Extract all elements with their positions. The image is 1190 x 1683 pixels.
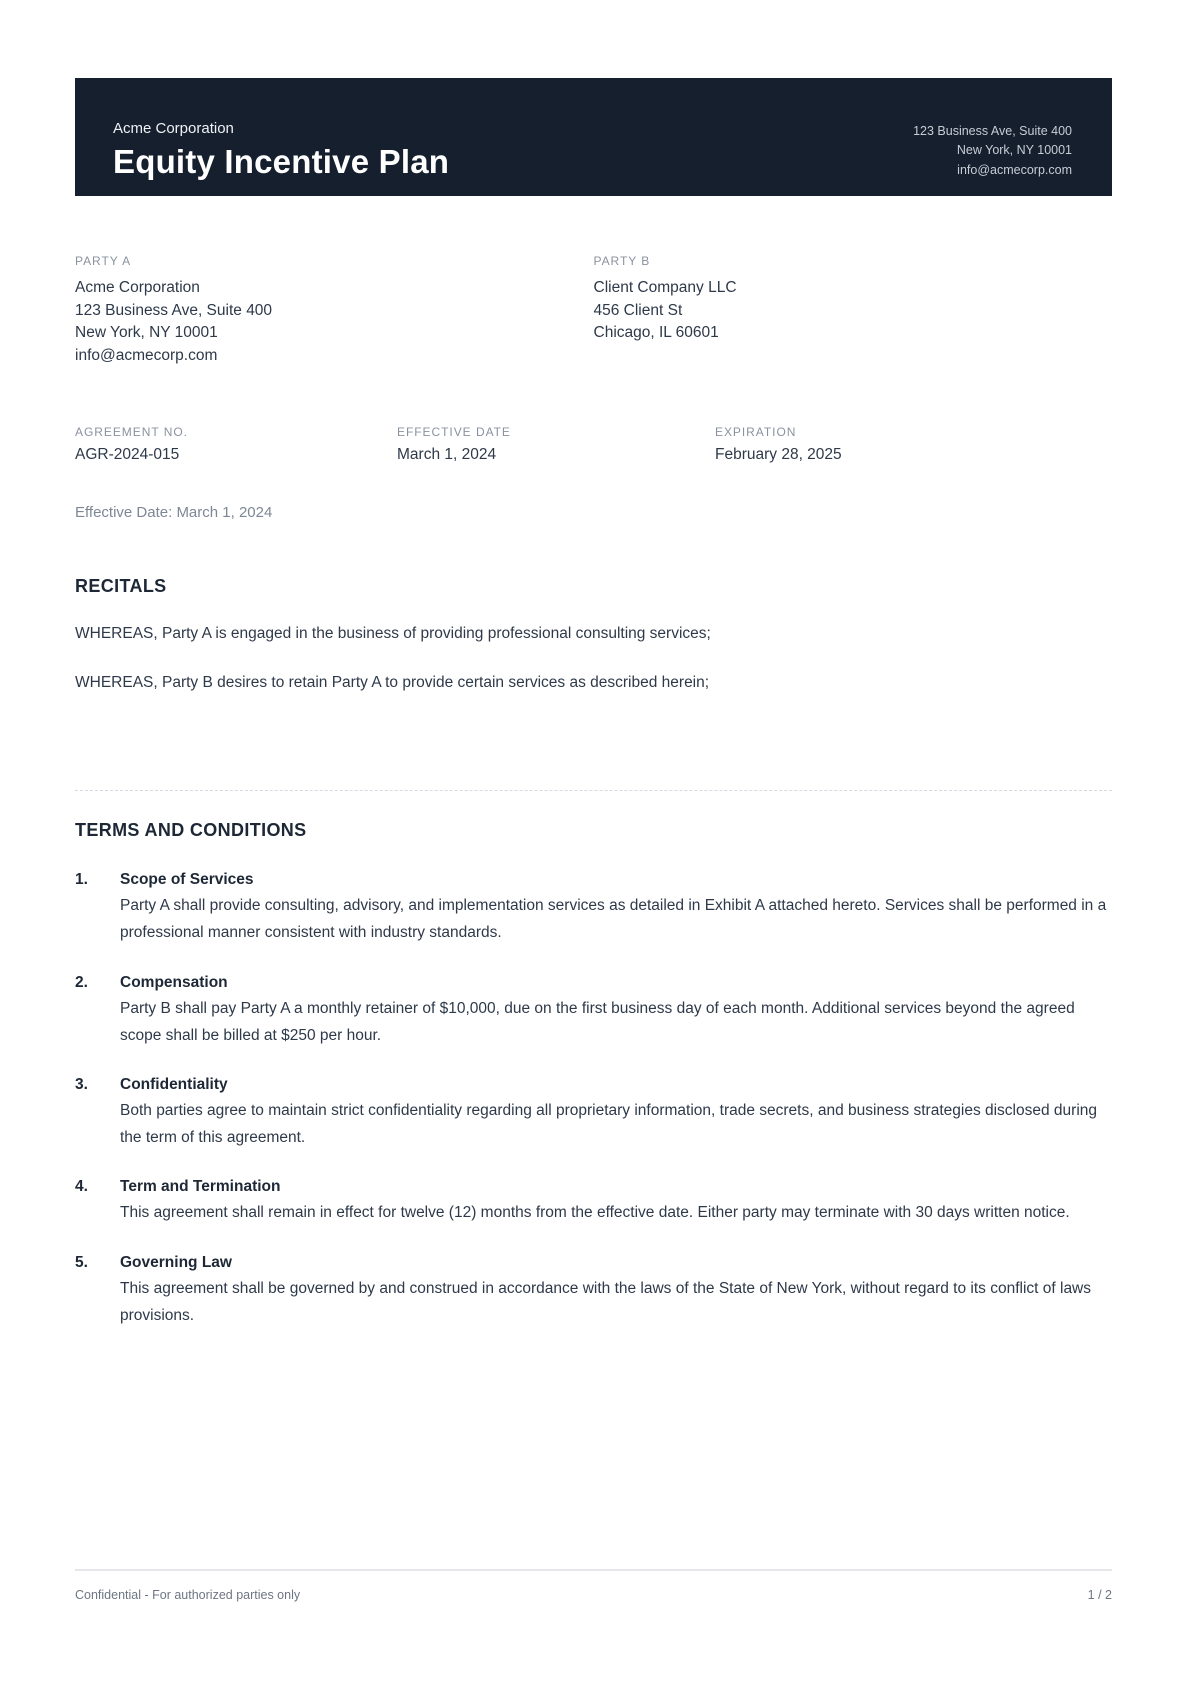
party-b-address-line: 456 Client St [593, 301, 683, 319]
terms-section [75, 820, 1112, 1329]
term-number: 5. [75, 1253, 88, 1271]
effective-date-value: March 1, 2024 [397, 446, 497, 464]
document-header [75, 78, 1112, 196]
term-body: Party B shall pay Party A a monthly retainer of $10,000, due on the first business day of each month. Additional services beyond the agreed scope shall be billed at $250 per hour. [120, 999, 1075, 1044]
term-number: 1. [75, 871, 88, 889]
party-a-address-line: 123 Business Ave, Suite 400 [75, 301, 273, 319]
party-b-label: PARTY B [593, 254, 651, 269]
parties-section [75, 254, 1112, 367]
header-address-line: info@acmecorp.com [957, 162, 1072, 177]
confidentiality-notice: Confidential - For authorized parties only [75, 1588, 301, 1602]
term-body: This agreement shall be governed by and construed in accordance with the laws of the State of New York, without regard to its conflict of laws provisions. [120, 1279, 1092, 1324]
term-item-confidentiality [75, 1075, 1112, 1151]
term-number: 2. [75, 973, 88, 991]
party-a-email: info@acmecorp.com [75, 346, 218, 364]
party-a-label: PARTY A [75, 254, 132, 269]
expiration-label: EXPIRATION [715, 425, 797, 440]
recitals-heading: RECITALS [75, 576, 167, 597]
expiration-block [715, 425, 1112, 464]
term-item-scope-of-services [75, 870, 1112, 946]
header-titles [113, 120, 449, 180]
document-body [75, 254, 1112, 1329]
term-body: Both parties agree to maintain strict confidentiality regarding all proprietary information, trade secrets, and business strategies disclosed during the term of this agreement. [120, 1102, 1098, 1147]
term-number: 4. [75, 1178, 88, 1196]
party-a-address-line: New York, NY 10001 [75, 324, 218, 342]
term-item-governing-law [75, 1253, 1112, 1329]
recital-paragraph: WHEREAS, Party B desires to retain Party A to provide certain services as described herein; [75, 673, 710, 691]
party-a-name: Acme Corporation [75, 279, 200, 297]
agreement-meta-section [75, 425, 1112, 464]
effective-date-block [397, 425, 715, 464]
term-content [120, 1075, 1112, 1151]
expiration-value: February 28, 2025 [715, 446, 842, 464]
term-content [120, 973, 1112, 1049]
header-address-line: New York, NY 10001 [956, 143, 1072, 158]
header-address-line: 123 Business Ave, Suite 400 [913, 124, 1072, 138]
terms-list [75, 870, 1112, 1329]
effective-date-note: Effective Date: March 1, 2024 [75, 504, 273, 522]
party-a-block [75, 254, 594, 367]
term-content [120, 870, 1112, 946]
document-title: Equity Incentive Plan [113, 143, 450, 180]
term-body: This agreement shall remain in effect for twelve (12) months from the effective date. Either party may terminate with 30 days written notice. [120, 1204, 1070, 1222]
term-content [120, 1253, 1112, 1329]
page-footer [75, 1569, 1112, 1602]
section-divider [75, 790, 1112, 791]
agreement-number-block [75, 425, 397, 464]
term-title: Compensation [120, 973, 228, 991]
term-number: 3. [75, 1075, 88, 1093]
term-title: Scope of Services [120, 871, 254, 889]
page-number: 1 / 2 [1087, 1588, 1112, 1602]
header-address [913, 120, 1072, 180]
agreement-number-label: AGREEMENT NO. [75, 425, 188, 440]
party-b-address-line: Chicago, IL 60601 [593, 324, 719, 342]
recitals-section [75, 576, 1112, 694]
term-title: Governing Law [120, 1253, 232, 1271]
term-title: Confidentiality [120, 1075, 228, 1093]
agreement-number-value: AGR-2024-015 [75, 446, 180, 464]
term-item-term-and-termination [75, 1177, 1112, 1226]
term-item-compensation [75, 973, 1112, 1049]
recital-paragraph: WHEREAS, Party A is engaged in the business of providing professional consulting services; [75, 625, 711, 643]
party-b-name: Client Company LLC [593, 279, 737, 297]
term-body: Party A shall provide consulting, advisory, and implementation services as detailed in Exhibit A attached hereto. Services shall be performed in a professional manner consistent with industry standards. [120, 897, 1107, 942]
terms-heading: TERMS AND CONDITIONS [75, 820, 307, 841]
term-content [120, 1177, 1112, 1226]
term-title: Term and Termination [120, 1178, 281, 1196]
company-name: Acme Corporation [113, 120, 234, 137]
party-b-block [594, 254, 1113, 367]
effective-date-label: EFFECTIVE DATE [397, 425, 511, 440]
